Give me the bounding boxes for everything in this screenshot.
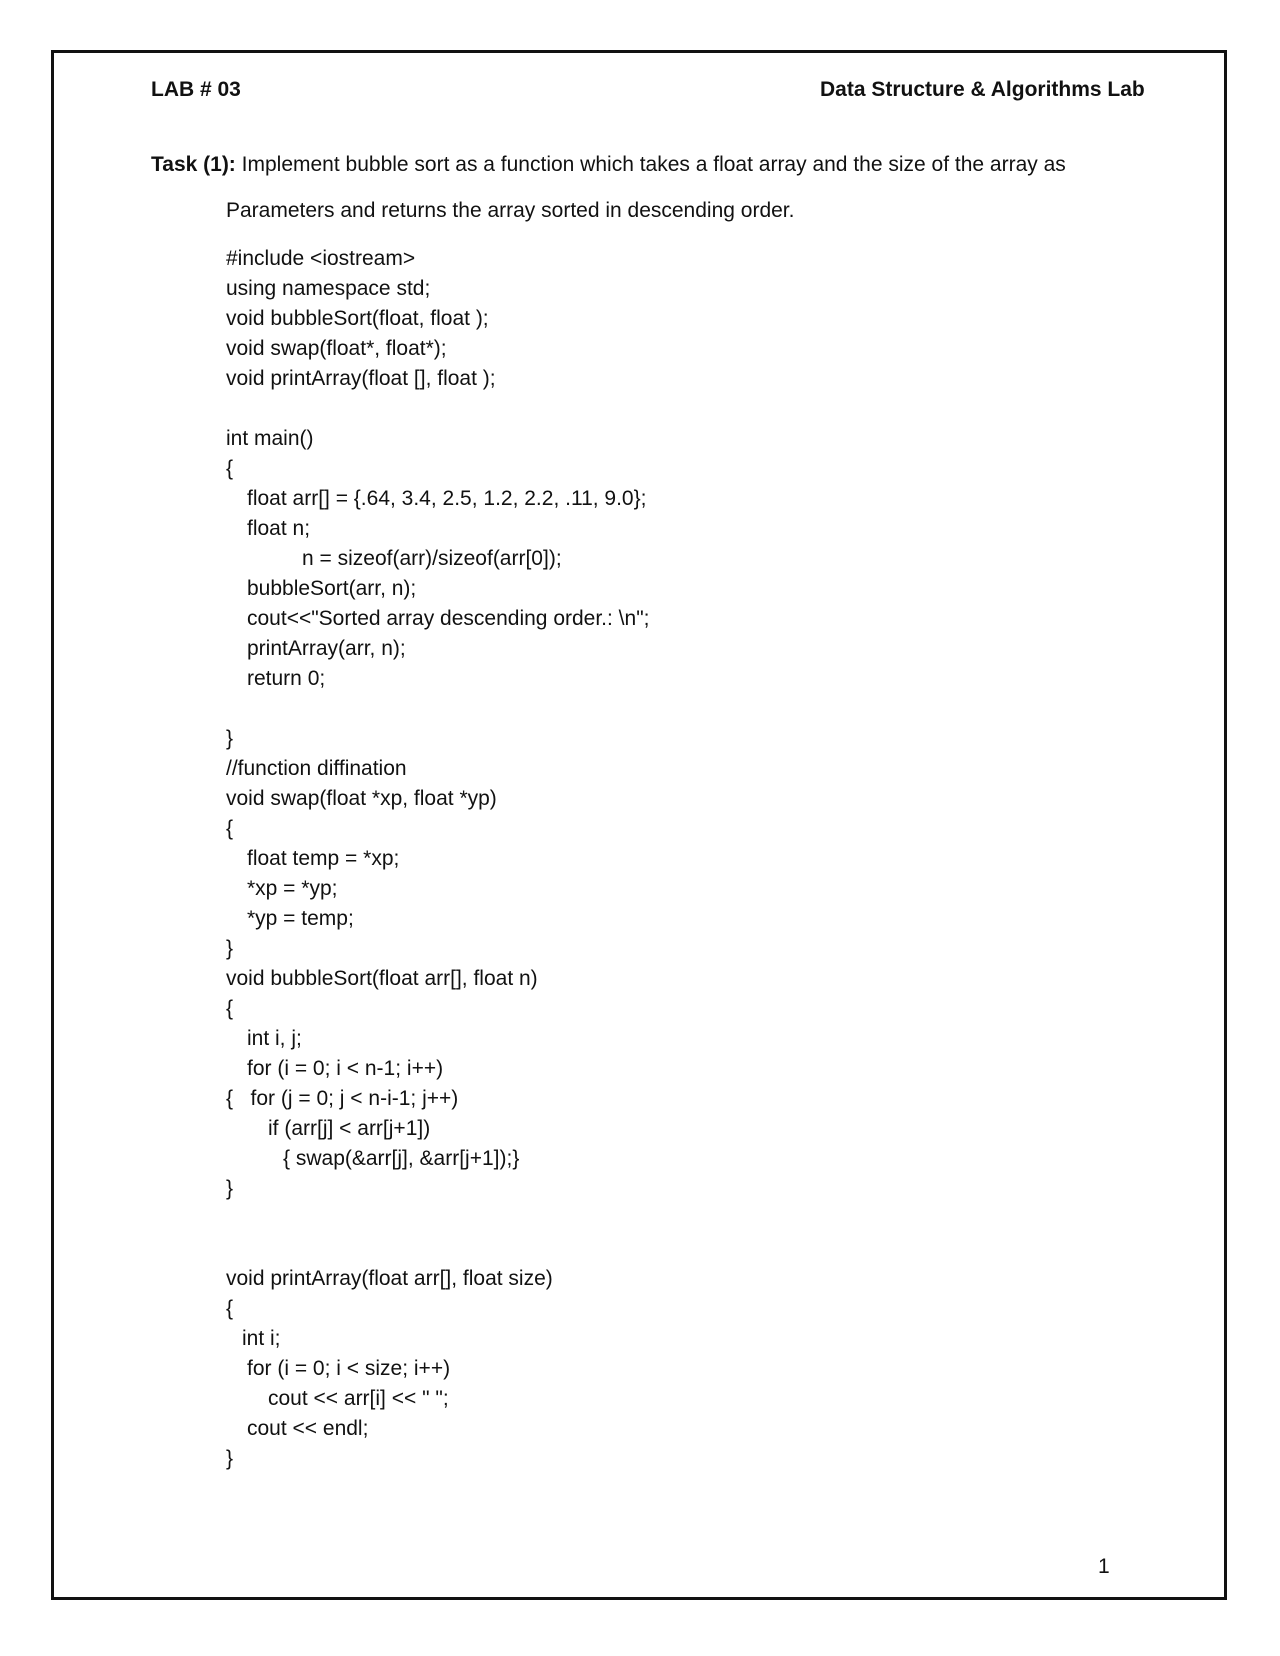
code-line: #include <iostream> [226,247,416,270]
page-number: 1 [1098,1555,1110,1578]
code-line: void bubbleSort(float arr[], float n) [226,967,538,990]
code-line: } [226,727,234,750]
code-line: n = sizeof(arr)/sizeof(arr[0]); [302,547,562,570]
course-title: Data Structure & Algorithms Lab [820,78,1145,101]
code-line: using namespace std; [226,277,431,300]
code-line: { [226,1297,234,1320]
code-line: void printArray(float arr[], float size) [226,1267,553,1290]
lab-number: LAB # 03 [151,78,241,101]
code-line: int main() [226,427,314,450]
code-line: { [226,457,234,480]
code-line: *yp = temp; [247,907,354,930]
task-label: Task (1): [151,153,236,176]
code-line: cout<<"Sorted array descending order.: \n"; [247,607,650,630]
code-line: if (arr[j] < arr[j+1]) [268,1117,431,1140]
code-line: cout << arr[i] << " "; [268,1387,449,1410]
code-line: float arr[] = {.64, 3.4, 2.5, 1.2, 2.2, .11, 9.0}; [247,487,647,510]
code-line: { for (j = 0; j < n-i-1; j++) [226,1087,459,1110]
code-line: { [226,997,234,1020]
code-line: { [226,817,234,840]
code-line: int i, j; [247,1027,302,1050]
code-line: } [226,1447,234,1470]
code-line: for (i = 0; i < size; i++) [247,1357,451,1380]
code-line: printArray(arr, n); [247,637,406,660]
code-line: for (i = 0; i < n-1; i++) [247,1057,444,1080]
code-line: bubbleSort(arr, n); [247,577,417,600]
code-line: void printArray(float [], float ); [226,367,496,390]
code-line: void bubbleSort(float, float ); [226,307,489,330]
code-line: //function diffination [226,757,407,780]
code-line: { swap(&arr[j], &arr[j+1]);} [283,1147,520,1170]
code-line: return 0; [247,667,326,690]
code-line: } [226,937,234,960]
code-line: void swap(float *xp, float *yp) [226,787,497,810]
task-continuation: Parameters and returns the array sorted in descending order. [226,199,795,222]
task-statement [151,152,1066,178]
code-line: *xp = *yp; [247,877,338,900]
code-line: int i; [242,1327,281,1350]
code-line: } [226,1177,234,1200]
code-line: float n; [247,517,311,540]
code-line: cout << endl; [247,1417,369,1440]
task-text: Implement bubble sort as a function which takes a float array and the size of the array as [241,153,1066,176]
code-line: void swap(float*, float*); [226,337,447,360]
code-line: float temp = *xp; [247,847,400,870]
